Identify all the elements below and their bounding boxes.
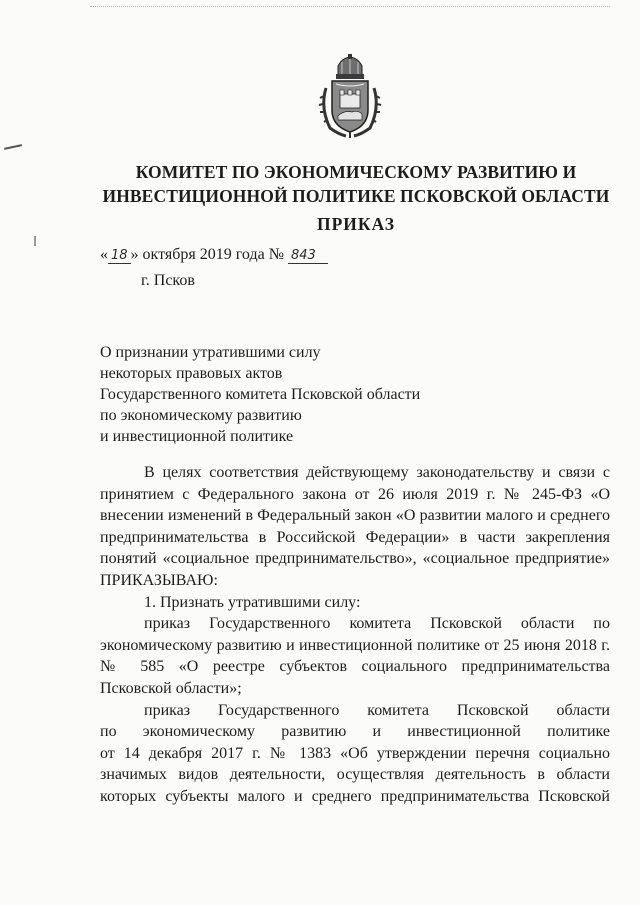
subject-line: О признании утратившими силу bbox=[100, 344, 321, 361]
document-type-title: ПРИКАЗ bbox=[316, 214, 396, 234]
repealed-item-2-line: значимых видов деятельности, осуществляя деятельность в области bbox=[100, 766, 610, 784]
repealed-item-2-line: приказ Государственного комитета Псковской области bbox=[144, 701, 610, 719]
date-open-quote: « bbox=[100, 246, 108, 263]
order-body bbox=[100, 462, 610, 808]
scan-mark bbox=[4, 144, 22, 150]
subject-line: и инвестиционной политике bbox=[100, 428, 294, 445]
repealed-item-2-line: от 14 декабря 2017 г. № 1383 «Об утверждении перечня социально bbox=[100, 744, 610, 762]
subject-line: некоторых правовых актов bbox=[100, 365, 283, 382]
subject-line: Государственного комитета Псковской области bbox=[100, 386, 421, 403]
handwritten-day: 18 bbox=[108, 248, 131, 264]
subject-line: по экономическому развитию bbox=[100, 407, 302, 424]
preamble-paragraph: В целях соответствия действующему законодательству и связи с принятием с Федерального закона от 26 июля 2019 г. № 245-ФЗ «О внесении изменений в Федеральный закон «О развитии малого и среднего предпринимательства в Российской Федерации» в части закрепления понятий «социальное предпринимательство», «социальное предприятие» ПРИКАЗЫВАЮ: bbox=[100, 464, 610, 589]
repealed-item-2-line: которых субъекты малого и среднего предпринимательства Псковской bbox=[100, 787, 610, 805]
committee-name-line-2: ИНВЕСТИЦИОННОЙ ПОЛИТИКЕ ПСКОВСКОЙ ОБЛАСТИ bbox=[102, 186, 610, 206]
date-line bbox=[100, 246, 328, 264]
point-1-heading: 1. Признать утратившими силу: bbox=[144, 593, 361, 611]
order-subject bbox=[100, 342, 420, 447]
scan-mark bbox=[34, 236, 36, 246]
repealed-item-2-line: по экономическому развитию и инвестиционной политике bbox=[100, 723, 610, 741]
committee-name-line-1: КОМИТЕТ ПО ЭКОНОМИЧЕСКОМУ РАЗВИТИЮ И bbox=[135, 162, 577, 182]
date-close-quote: » bbox=[130, 246, 139, 263]
scan-artifact-top bbox=[90, 6, 610, 8]
repealed-item-1: приказ Государственного комитета Псковской области по экономическому развитию и инвестиционной политике от 25 июня 2018 г. № 585 «О реестре субъектов социального предпринимательства Псковской области»; bbox=[100, 615, 610, 697]
coat-of-arms-icon bbox=[318, 54, 382, 138]
handwritten-order-number: 843 bbox=[288, 248, 328, 264]
date-month-year: октября 2019 года № bbox=[138, 246, 288, 263]
city-name: г. Псков bbox=[141, 272, 195, 289]
